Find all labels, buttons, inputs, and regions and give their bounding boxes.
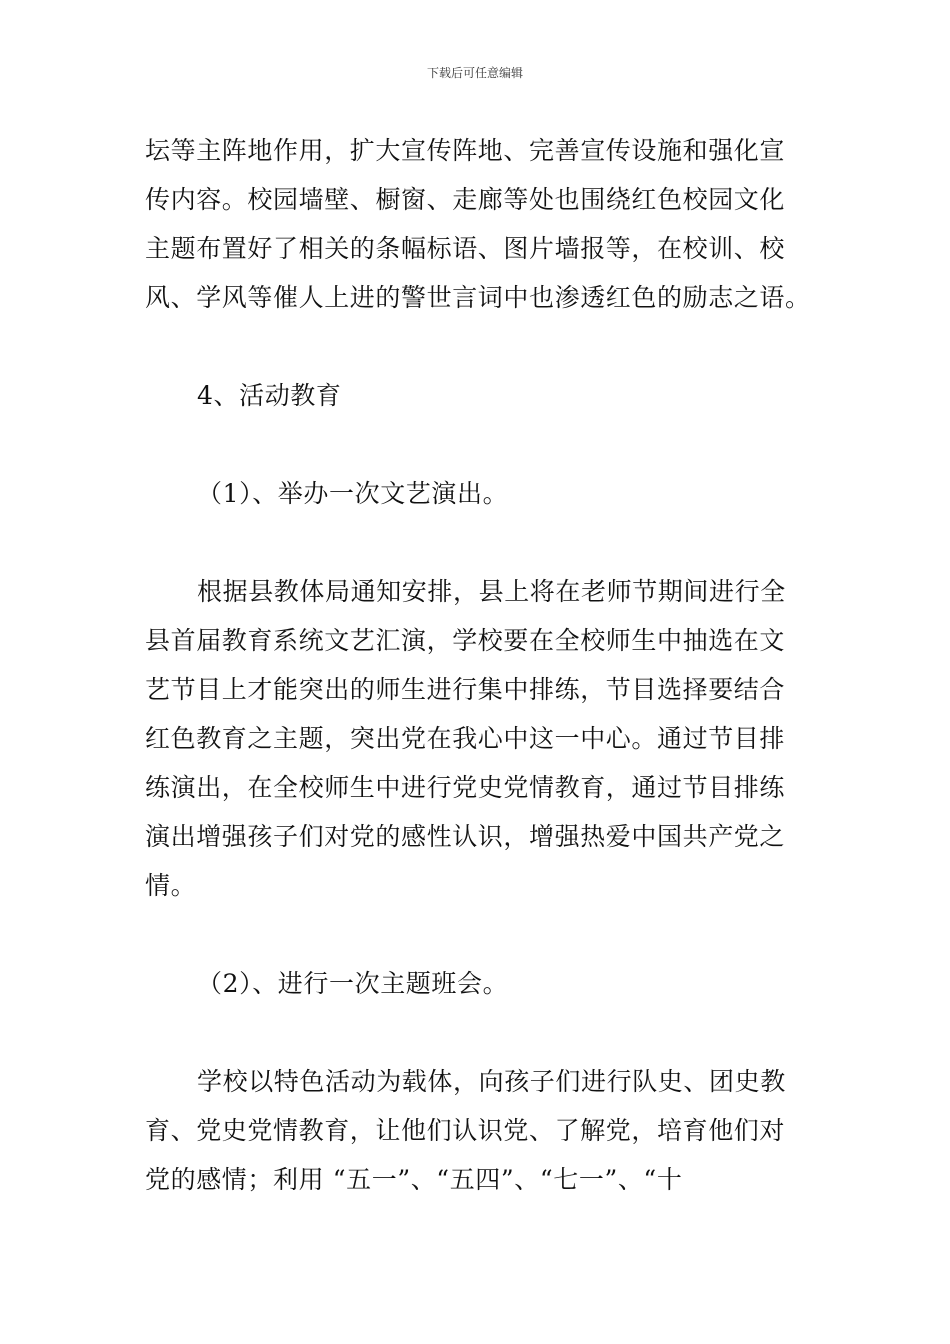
subsection-heading: （2）、进行一次主题班会。 (197, 969, 509, 998)
text-line: 学校以特色活动为载体，向孩子们进行队史、团史教 (197, 1067, 786, 1096)
text-line: 传内容。校园墙壁、橱窗、走廊等处也围绕红色校园文化 (145, 185, 786, 214)
text-line: 红色教育之主题，突出党在我心中这一中心。通过节目排 (145, 724, 786, 753)
paragraph (145, 1057, 810, 1204)
text-line: 演出增强孩子们对党的感性认识，增强热爱中国共产党之 (145, 822, 786, 851)
paragraph (145, 567, 810, 910)
section-heading: 4、活动教育 (197, 381, 342, 410)
text-line: 艺节目上才能突出的师生进行集中排练，节目选择要结合 (145, 675, 786, 704)
subsection-heading: （1）、举办一次文艺演出。 (197, 479, 509, 508)
text-line: 党的感情；利用 “五一”、“五四”、“七一”、“十 (145, 1165, 683, 1194)
text-line: 根据县教体局通知安排，县上将在老师节期间进行全 (197, 577, 786, 606)
text-line: 坛等主阵地作用，扩大宣传阵地、完善宣传设施和强化宣 (145, 136, 786, 165)
document-body (145, 126, 810, 1204)
page-header-note: 下载后可任意编辑 (426, 66, 523, 80)
text-line: 主题布置好了相关的条幅标语、图片墙报等，在校训、校 (145, 234, 786, 263)
text-line: 育、党史党情教育，让他们认识党、了解党，培育他们对 (145, 1116, 786, 1145)
paragraph (145, 126, 810, 322)
text-line: 情。 (145, 871, 197, 900)
text-line: 风、学风等催人上进的警世言词中也渗透红色的励志之语。 (145, 283, 811, 312)
text-line: 练演出，在全校师生中进行党史党情教育，通过节目排练 (145, 773, 786, 802)
text-line: 县首届教育系统文艺汇演，学校要在全校师生中抽选在文 (145, 626, 786, 655)
